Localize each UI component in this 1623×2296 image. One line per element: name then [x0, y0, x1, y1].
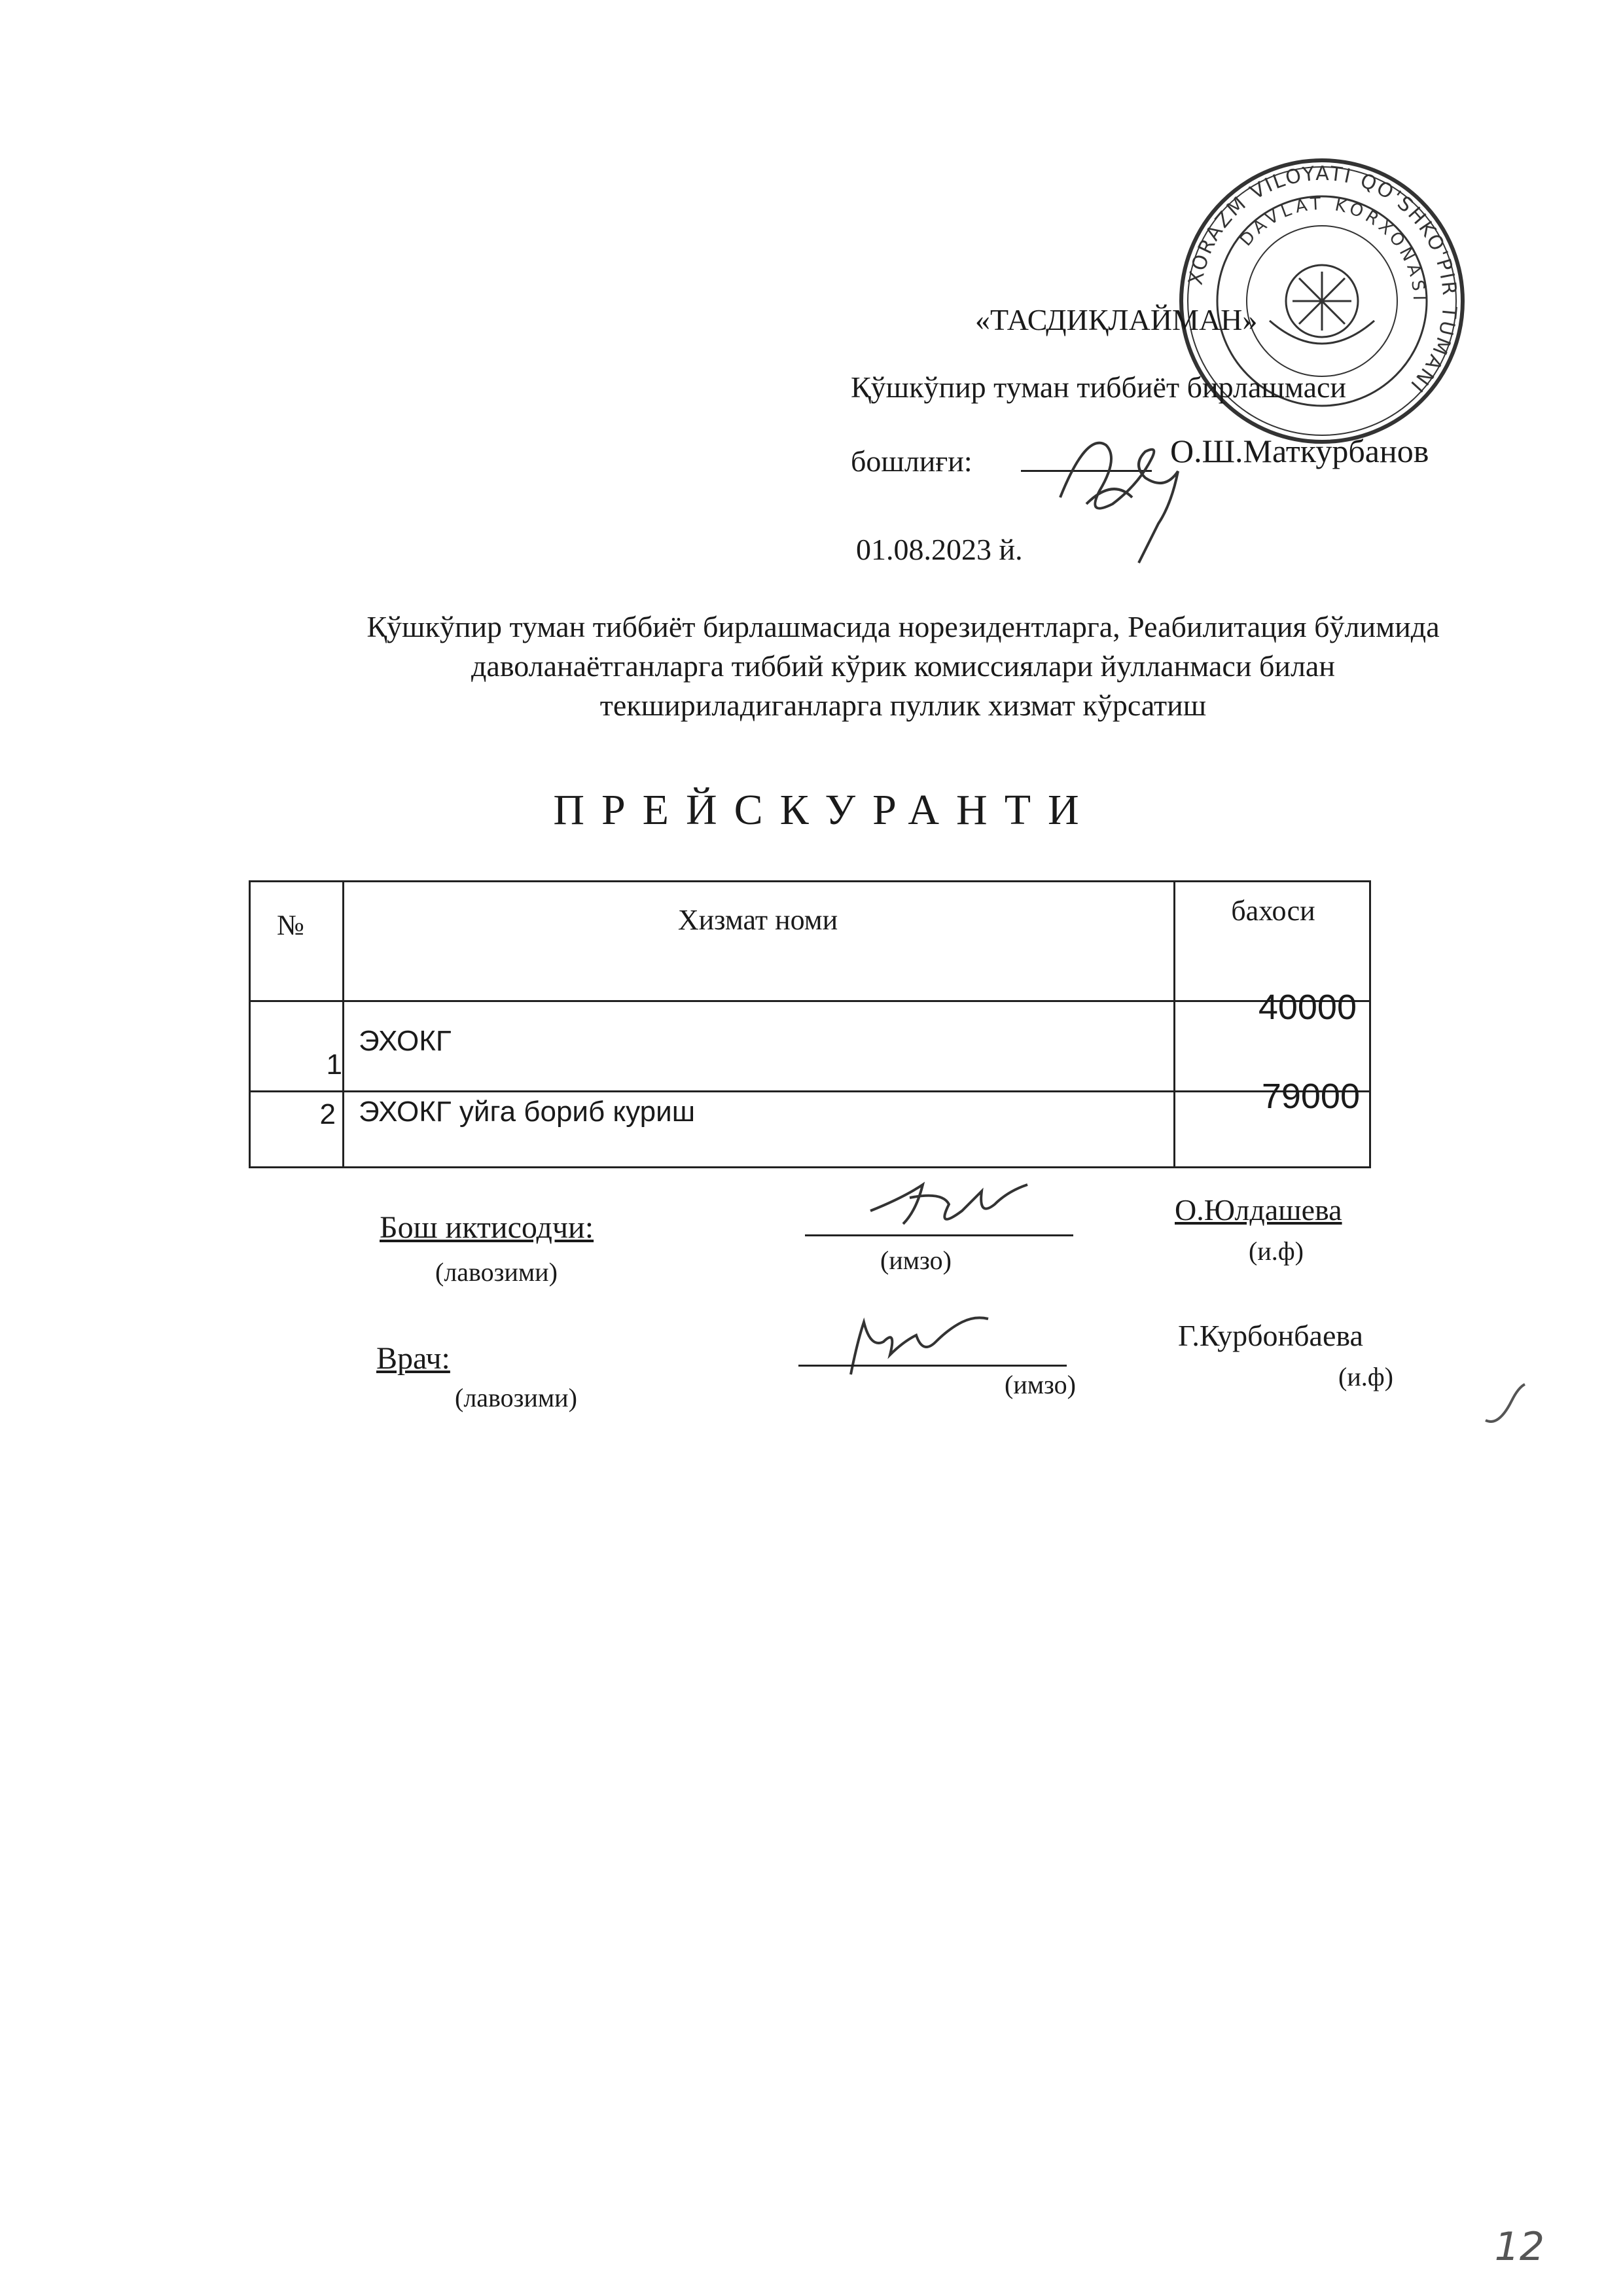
signature-position-caption: (лавозими) — [435, 1257, 558, 1287]
row-service: ЭХОКГ — [359, 1025, 452, 1057]
approval-head-label: бошлиғи: — [851, 444, 972, 478]
approval-organization: Қўшкўпир туман тиббиёт бирлашмаси — [851, 370, 1347, 404]
signature-line — [805, 1234, 1073, 1236]
price-list-title: ПРЕЙСКУРАНТИ — [553, 786, 1096, 834]
header-service: Хизмат номи — [677, 904, 838, 936]
row-service: ЭХОКГ уйга бориб куриш — [359, 1096, 696, 1128]
signature-line — [798, 1365, 1067, 1367]
signature-name-economist: О.Юлдашева — [1175, 1193, 1342, 1227]
signature-sign-caption: (имзо) — [880, 1246, 952, 1275]
heading-line-2: даволанаётганларга тиббий кўрик комиссиялари йулланмаси билан — [471, 649, 1335, 683]
check-mark-icon — [1479, 1381, 1531, 1433]
header-number: № — [277, 909, 304, 941]
price-table — [249, 880, 1371, 1168]
row-number: 2 — [319, 1098, 336, 1130]
stamp-inner-text: DAVLAT KORXONASI — [1236, 194, 1429, 305]
signature-position-caption: (лавозими) — [455, 1383, 577, 1412]
approval-title: «ТАСДИҚЛАЙМАН» — [975, 303, 1258, 336]
signature-position-doctor: Врач: — [376, 1341, 450, 1376]
row-number: 1 — [326, 1049, 342, 1081]
row-price: 79000 — [1261, 1077, 1360, 1116]
signature-name-doctor: Г.Курбонбаева — [1178, 1319, 1363, 1352]
signature-position-economist: Бош иктисодчи: — [380, 1210, 594, 1245]
header-price: бахоси — [1231, 895, 1315, 927]
document-heading — [164, 607, 1623, 725]
economist-signature — [864, 1172, 1034, 1244]
signature-sign-caption: (имзо) — [1005, 1370, 1076, 1399]
signature-name-caption: (и.ф) — [1249, 1236, 1304, 1266]
official-stamp — [1171, 151, 1472, 452]
head-signature — [1047, 406, 1198, 569]
signature-name-caption: (и.ф) — [1338, 1362, 1393, 1391]
heading-line-3: текшириладиганларга пуллик хизмат кўрсатиш — [599, 689, 1207, 722]
approval-date: 01.08.2023 й. — [856, 533, 1023, 566]
doctor-signature — [844, 1302, 995, 1388]
approval-head-name: О.Ш.Маткурбанов — [1170, 433, 1429, 469]
page-number: 12 — [1494, 2224, 1544, 2270]
row-price: 40000 — [1258, 988, 1357, 1027]
heading-line-1: Қўшкўпир туман тиббиёт бирлашмасида норезидентларга, Реабилитация бўлимида — [366, 610, 1440, 643]
stamp-outer-text: XORAZM VILOYATI QO'SHKO'PIR TUMANI — [1184, 162, 1461, 398]
